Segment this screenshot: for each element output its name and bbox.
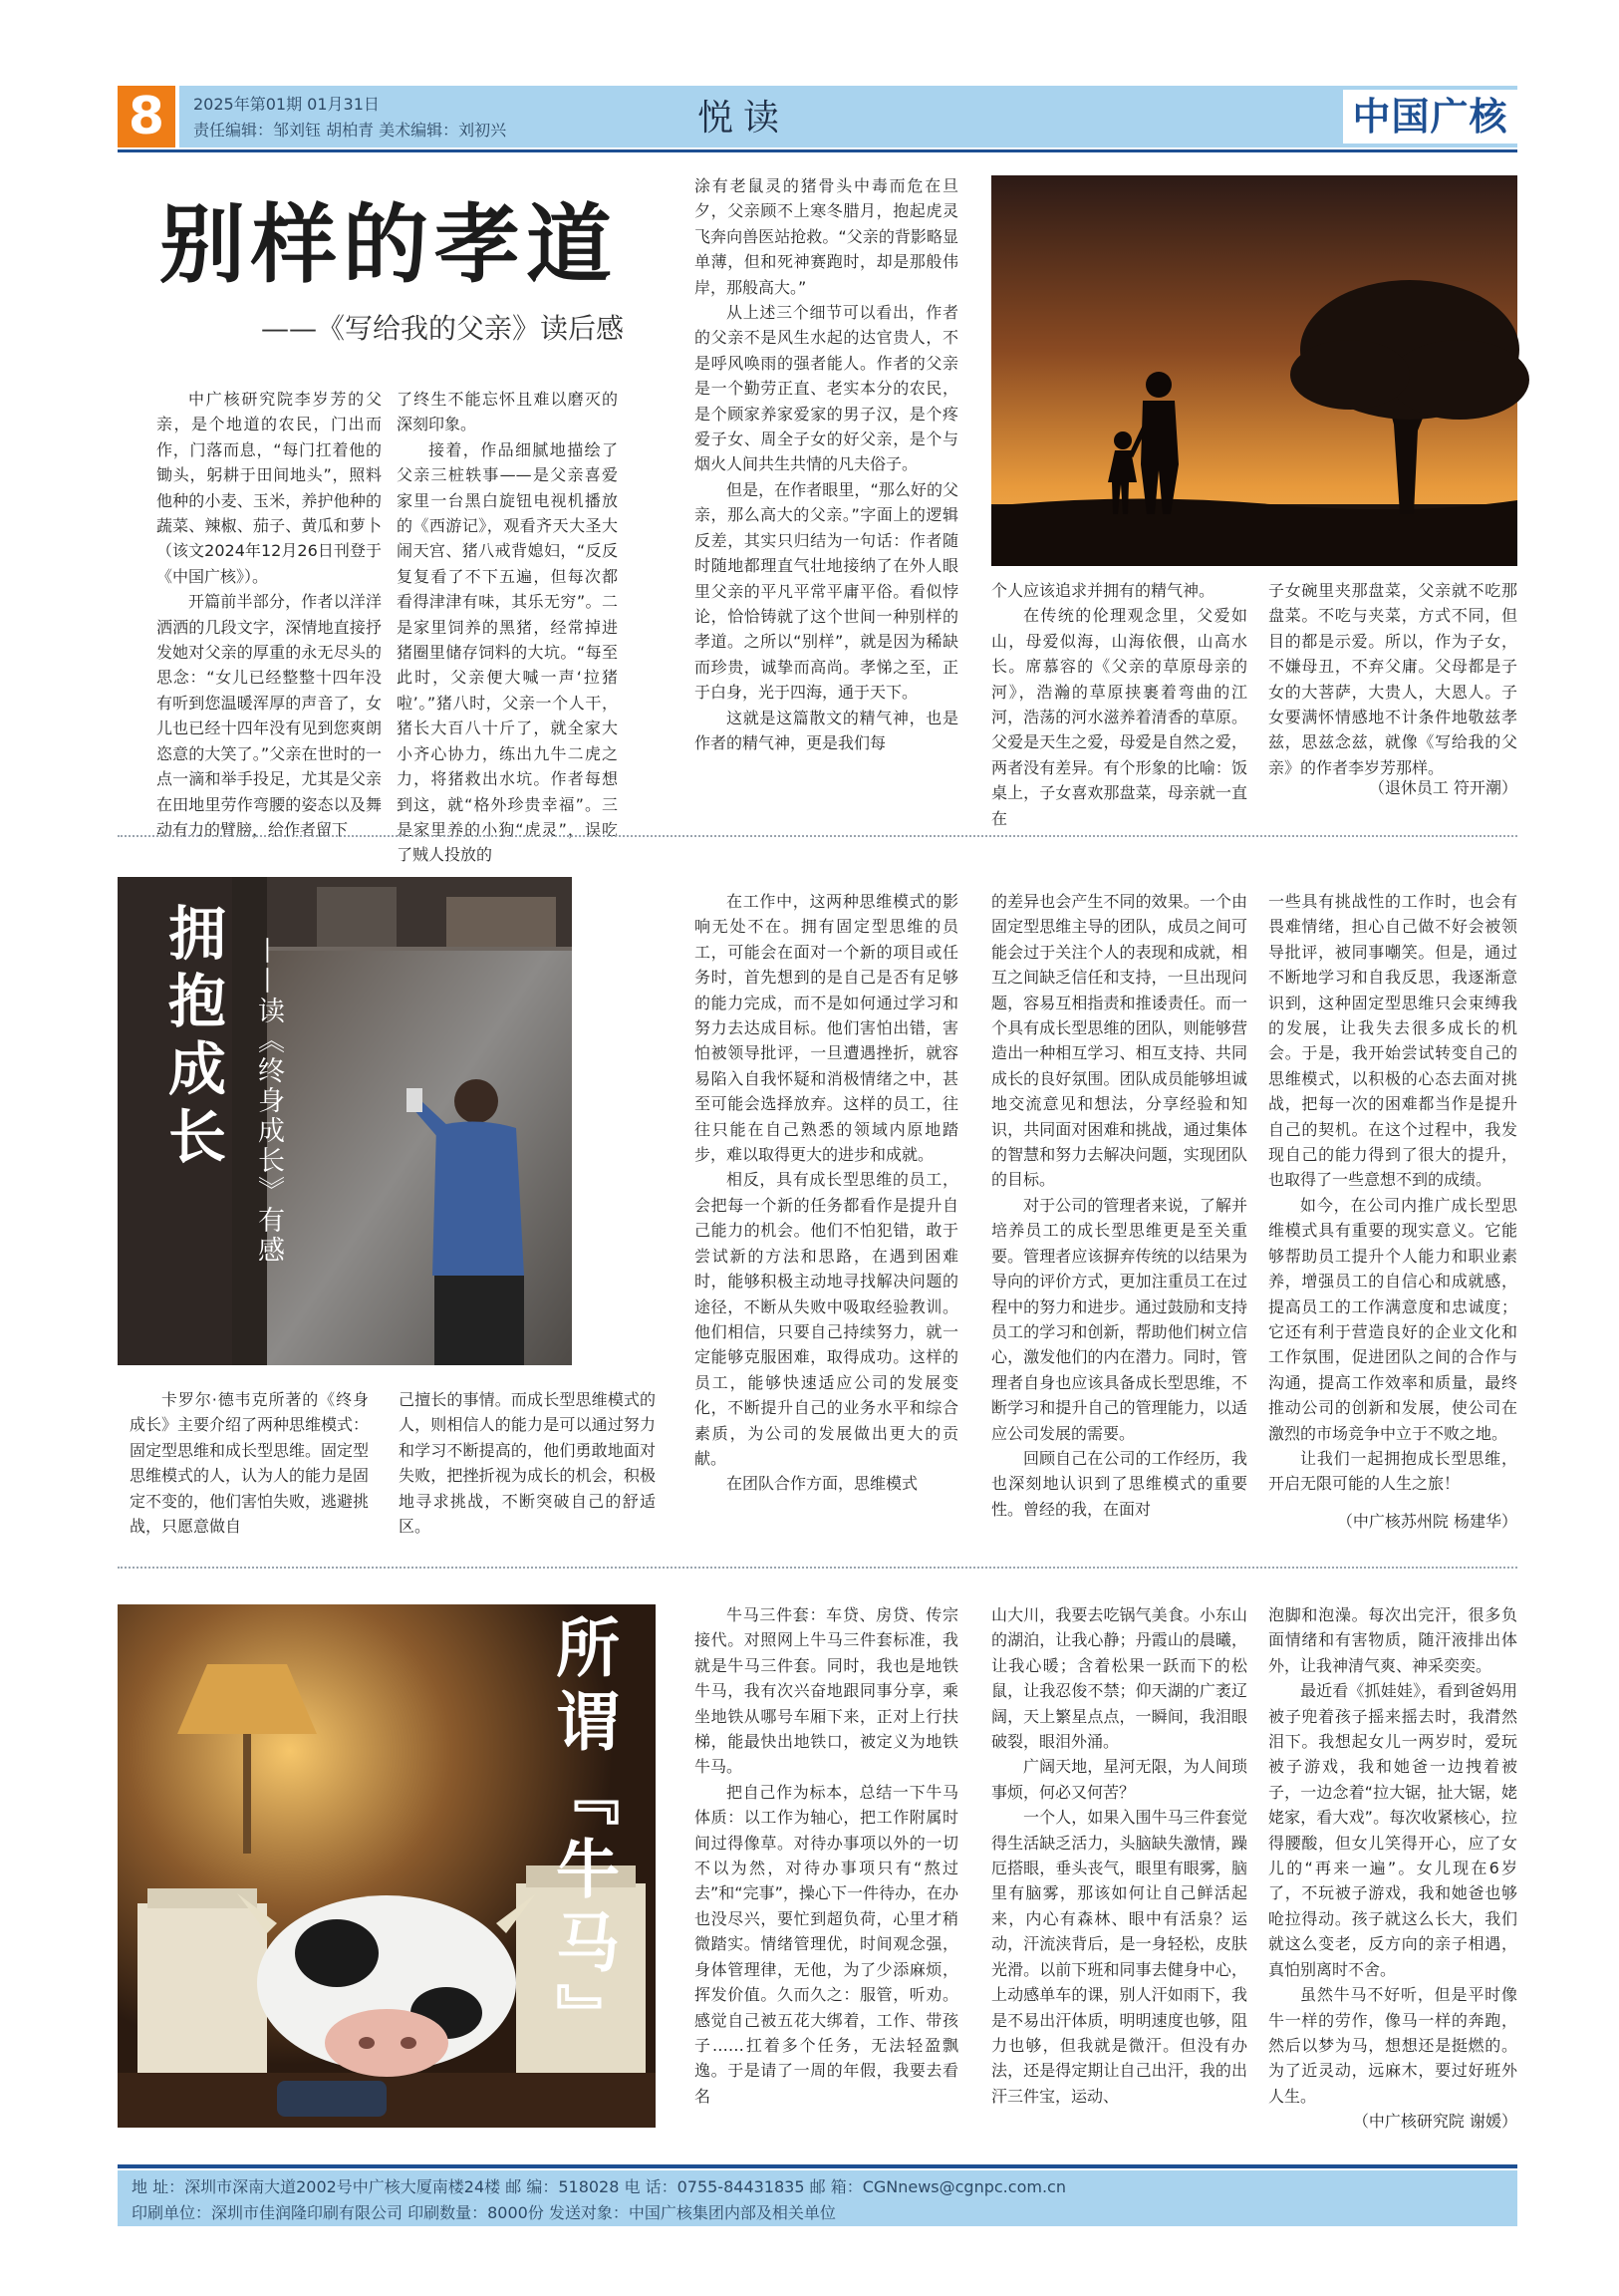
article1-col1 [156,387,382,839]
paragraph: 在传统的伦理观念里，父爱如山，母爱似海，山海依偎，山高水长。席慕容的《父亲的草原母亲的河》，浩瀚的草原挟裹着弯曲的江河，浩荡的河水滋养着清香的草原。父爱是天生之爱，母爱是自然之爱，两者没有差异。有个形象的比喻：饭桌上，子女喜欢那盘菜，母亲就一直在 [991,606,1247,828]
paragraph: 己擅长的事情。而成长型思维模式的人，则相信人的能力是可以通过努力和学习不断提高的，他们勇敢地面对失败，把挫折视为成长的机会，积极地寻求挑战，不断突破自己的舒适区。 [399,1390,656,1537]
paragraph: 一个人，如果入围牛马三件套觉得生活缺乏活力，头脑缺失激情，躁厄搭眼，垂头丧气，眼里有眼雾，脑里有脑雾，那该如何让自己鲜活起来，内心有森林、眼中有活泉？运动，汗流浃背后，是一身轻松，皮肤光滑。以前下班和同事去健身中心，上动感单车的课，别人汗如雨下，我是不易出汗体质，明明速度也够，阻力也够，但我就是微汗。但没有办法，还是得定期让自己出汗，我的出汗三件宝，运动、 [991,1808,1247,2106]
section-title: 悦读 [697,98,790,139]
footer-print-line: 印刷单位：深圳市佳润隆印刷有限公司 印刷数量：8000份 发送对象：中国广核集团内部及相关单位 [132,2203,836,2222]
article1-col4 [991,578,1247,828]
section-divider [118,835,1517,837]
paragraph: 但是，在作者眼里，“那么好的父亲，那么高大的父亲。”字面上的逻辑反差，其实只归结为一句话：作者随时随地都理直气壮地接纳了在外人眼里父亲的平凡平常平庸平俗。看似悖论，恰恰铸就了这个世间一种别样的孝道。之所以“别样”，就是因为稀缺而珍贵，诚挚而高尚。孝悌之至，正于白身，光于四海，通于天下。 [694,479,958,703]
paragraph: 最近看《抓娃娃》，看到爸妈用被子兜着孩子摇来摇去时，我潸然泪下。我想起女儿一两岁时，爱玩被子游戏，我和她爸一边拽着被子，一边念着“拉大锯，扯大锯，姥姥家，看大戏”。每次收紧核心，拉得腰酸，但女儿笑得开心，应了女儿的“再来一遍”。女儿现在6岁了，不玩被子游戏，我和她爸也够呛拉得动。孩子就这么长大，我们就这么变老，反方向的亲子相遇，真怕别离时不舍。 [1268,1681,1517,1979]
paragraph: 如今，在公司内推广成长型思维模式具有重要的现实意义。它能够帮助员工提升个人能力和职业素养，增强员工的自信心和成就感，提高员工的工作满意度和忠诚度；它还有利于营造良好的企业文化和工作氛围，促进团队之间的合作与沟通，提高工作效率和质量，最终推动公司的创新和发展，使公司在激烈的市场竞争中立于不败之地。 [1268,1195,1517,1443]
article1-col5 [1268,578,1517,777]
paragraph: 开篇前半部分，作者以洋洋洒洒的几段文字，深情地直接抒发她对父亲的厚重的永无尽头的思念：“女儿已经整整十四年没有听到您温暖浑厚的声音了，女儿也已经十四年没有见到您爽朗恣意的大笑了。”父亲在世时的一点一滴和举手投足，尤其是父亲在田地里劳作弯腰的姿态以及舞动有力的臂膀，给作者留下 [156,592,382,839]
paragraph: 把自己作为标本，总结一下牛马体质：以工作为轴心，把工作附属时间过得像草。对待办事项以外的一切不以为然，对待办事项只有“熬过去”和“完事”，操心下一件待办，在办也没尽兴，要忙到超负荷，心里才稍微踏实。情绪管理优，时间观念强，身体管理律，无他，为了少添麻烦，挥发价值。久而久之：服管，听劝。感觉自己被五花大绑着，工作、带孩子……扛着多个任务，无法轻盈飘逸。于是请了一周的年假，我要去看名 [694,1782,958,2106]
article2-signature: （中广核苏州院 杨建华） [1336,1512,1517,1531]
paragraph: 在工作中，这两种思维模式的影响无处不在。拥有固定型思维的员工，可能会在面对一个新的项目或任务时，首先想到的是自己是否有足够的能力完成，而不是如何通过学习和努力去达成目标。他们害怕出错，害怕被领导批评，一旦遭遇挫折，就容易陷入自我怀疑和消极情绪之中，甚至可能会选择放弃。这样的员工，往往只能在自己熟悉的领域内原地踏步，难以取得更大的进步和成就。 [694,892,958,1165]
article2-col4 [991,889,1247,1539]
paragraph: 回顾自己在公司的工作经历，我也深刻地认识到了思维模式的重要性。曾经的我，在面对 [991,1448,1247,1519]
paragraph: 对于公司的管理者来说，了解并培养员工的成长型思维更是至关重要。管理者应该摒弃传统的以结果为导向的评价方式，更加注重员工在过程中的努力和进步。通过鼓励和支持员工的学习和创新，帮助他们树立信心，激发他们的内在潜力。同时，管理者自身也应该具备成长型思维，不断学习和提升自己的管理能力，以适应公司发展的需要。 [991,1195,1247,1443]
sunset-father-child-photo [991,175,1517,566]
article3-col1 [694,1602,958,2131]
editors-line: 责任编辑：邹刘钰 胡柏青 美术编辑：刘初兴 [193,121,507,140]
header-rule [118,149,1517,152]
page-number: 8 [118,86,175,147]
paragraph: 了终生不能忘怀且难以磨灭的深刻印象。 [397,390,618,434]
paragraph: 卡罗尔·德韦克所著的《终身成长》主要介绍了两种思维模式：固定型思维和成长型思维。固定型思维模式的人，认为人的能力是固定不变的，他们害怕失败，逃避挑战，只愿意做自 [130,1390,370,1537]
paragraph: 接着，作品细腻地描绘了父亲三桩轶事——是父亲喜爱家里一台黑白旋钮电视机播放的《西游记》，观看齐天大圣大闹天宫、猪八戒背媳妇，“反反复复看了不下五遍，但每次都看得津津有味，其乐无穷”。二是家里饲养的黑猪，经常掉进猪圈里储存饲料的大坑。“每至此时，父亲便大喊一声‘拉猪啦’。”猪八时，父亲一个人干，猪长大百八十斤了，就全家大小齐心协力，练出九牛二虎之力，将猪救出水坑。作者每想到这，就“格外珍贵幸福”。三是家里养的小狗“虎灵”，误吃了贼人投放的 [397,439,618,865]
article2-col2 [399,1387,656,1539]
paragraph: 从上述三个细节可以看出，作者的父亲不是风生水起的达官贵人，不是呼风唤雨的强者能人。作者的父亲是一个勤劳正直、老实本分的农民，是个顾家养家爱家的男子汉，是个疼爱子女、周全子女的好父亲，是个与烟火人间共生共情的凡夫俗子。 [694,303,958,474]
paragraph: 泡脚和泡澡。每次出完汗，很多负面情绪和有害物质，随汗液排出体外，让我神清气爽、神采奕奕。 [1268,1605,1517,1675]
article3-col2 [991,1602,1247,2131]
paragraph: 中广核研究院李岁芳的父亲，是个地道的农民，门出而作，门落而息，“每门扛着他的锄头，躬耕于田间地头”，照料他种的小麦、玉米，养护他种的蔬菜、辣椒、茄子、黄瓜和萝卜（该文2024年12月26日刊登于《中国广核》）。 [156,390,382,586]
paragraph: 山大川，我要去吃锅气美食。小东山的湖泊，让我心静；丹霞山的晨曦，让我心暖；含着松果一跃而下的松鼠，让我忍俊不禁；仰天湖的广袤辽阔，天上繁星点点，一瞬间，我泪眼破裂，眼泪外涌。 [991,1605,1247,1752]
issue-line: 2025年第01期 01月31日 [193,95,380,114]
article1-col3 [694,173,958,795]
paragraph: 的差异也会产生不同的效果。一个由固定型思维主导的团队，成员之间可能会过于关注个人的表现和成就，相互之间缺乏信任和支持，一旦出现问题，容易互相指责和推诿责任。而一个具有成长型思维的团队，则能够营造出一种相互学习、相互支持、共同成长的良好氛围。团队成员能够坦诚地交流意见和想法，分享经验和知识，共同面对困难和挑战，通过集体的智慧和努力去解决问题，实现团队的目标。 [991,892,1247,1190]
paragraph: 让我们一起拥抱成长型思维，开启无限可能的人生之旅！ [1268,1448,1517,1494]
newspaper-logo: 中国广核 [1343,90,1517,144]
article1-title: 别样的孝道 [159,194,618,295]
article1-signature: （退休员工 符开潮） [1368,778,1517,797]
paragraph: 子女碗里夹那盘菜，父亲就不吃那盘菜。不吃与夹菜，方式不同，但目的都是示爱。所以，作为子女，不嫌母丑，不弃父庸。父母都是子女的大菩萨，大贵人，大恩人。子女要满怀情感地不计条件地敬兹孝兹，思兹念兹，就像《写给我的父亲》的作者李岁芳那样。 [1268,581,1517,777]
paragraph: 广阔天地，星河无限，为人间琐事烦，何必又何苦？ [991,1757,1247,1802]
paragraph: 一些具有挑战性的工作时，也会有畏难情绪，担心自己做不好会被领导批评，被同事嘲笑。但是，通过不断地学习和自我反思，我逐渐意识到，这种固定型思维只会束缚我的发展，让我失去很多成长的机会。于是，我开始尝试转变自己的思维模式，以积极的心态去面对挑战，把每一次的困难都当作是提升自己的契机。在这个过程中，我发现自己的能力得到了很大的提升，也取得了一些意想不到的成绩。 [1268,892,1517,1190]
section-divider [118,1567,1517,1569]
article2-col3 [694,889,958,1539]
paragraph: 个人应该追求并拥有的精气神。 [991,581,1215,600]
article2-subtitle: ——读《终身成长》有感 [253,937,284,1266]
article2-col5 [1268,889,1517,1505]
paragraph: 这就是这篇散文的精气神，也是作者的精气神，更是我们每 [694,708,958,752]
article1-subtitle: ——《写给我的父亲》读后感 [261,312,625,345]
footer-rule [118,2164,1517,2168]
article2-col1 [130,1387,369,1539]
footer-address-line: 地 址：深圳市深南大道2002号中广核大厦南楼24楼 邮 编：518028 电 话：0755-84431835 邮 箱：CGNnews@cgnpc.com.cn [132,2177,1066,2196]
article3-col3 [1268,1602,1517,2105]
paragraph: 牛马三件套：车贷、房贷、传宗接代。对照网上牛马三件套标准，我就是牛马三件套。同时，我也是地铁牛马，我有次兴奋地跟同事分享，乘坐地铁从哪号车厢下来，正对上行扶梯，能最快出地铁口，被定义为地铁牛马。 [694,1605,958,1777]
article1-col2 [397,387,618,865]
article3-signature: （中广核研究院 谢媛） [1352,2112,1517,2131]
paragraph: 在团队合作方面，思维模式 [726,1474,919,1494]
paragraph: 涂有老鼠灵的猪骨头中毒而危在旦夕，父亲顾不上寒冬腊月，抱起虎灵飞奔向兽医站抢救。“父亲的背影略显单薄，但和死神赛跑时，却是那般伟岸，那般高大。” [694,176,958,297]
paragraph: 相反，具有成长型思维的员工，会把每一个新的任务都看作是提升自己能力的机会。他们不怕犯错，敢于尝试新的方法和思路，在遇到困难时，能够积极主动地寻找解决问题的途径，不断从失败中吸取经验教训。他们相信，只要自己持续努力，就一定能够克服困难，取得成功。这样的员工，能够快速适应公司的发展变化，不断提升自己的业务水平和综合素质，为公司的发展做出更大的贡献。 [694,1170,958,1468]
article3-title: 所谓『牛马』 [545,1614,620,2057]
article2-title: 拥抱成长 [158,903,226,1174]
paragraph: 虽然牛马不好听，但是平时像牛一样的劳作，像马一样的奔跑，然后以梦为马，想想还是挺燃的。为了近灵动，远麻木，要过好班外人生。 [1268,1985,1517,2106]
